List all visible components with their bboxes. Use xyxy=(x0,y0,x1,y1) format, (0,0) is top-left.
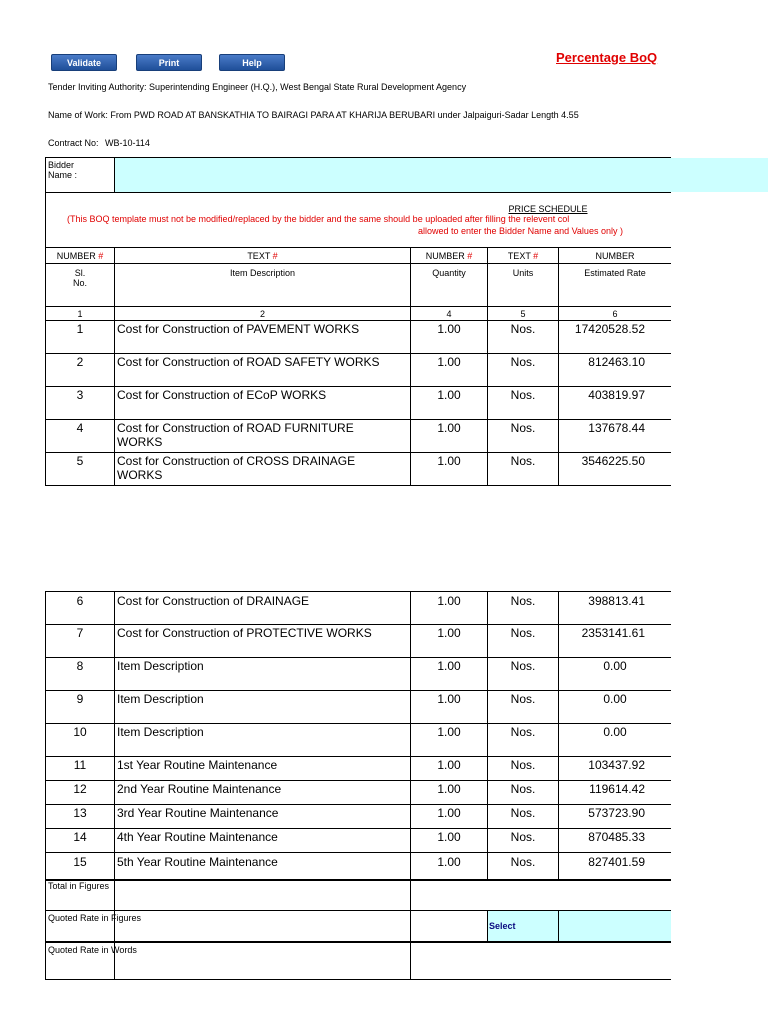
row-rate: 573723.90 xyxy=(588,806,645,820)
colnum-2: 2 xyxy=(259,309,265,319)
type-col-text-units: TEXT # xyxy=(507,251,539,261)
row-quantity: 1.00 xyxy=(437,594,461,608)
bidder-name-input[interactable] xyxy=(115,158,768,192)
header-estimated-rate: Estimated Rate xyxy=(584,268,646,278)
contract-label: Contract No: xyxy=(48,138,99,148)
row-rate: 3546225.50 xyxy=(581,454,645,468)
row-units: Nos. xyxy=(510,355,536,369)
quoted-rate-words-label: Quoted Rate in Words xyxy=(48,945,137,955)
type-col-number-rate: NUMBER xyxy=(595,251,635,261)
row-description: 2nd Year Routine Maintenance xyxy=(117,782,282,796)
row-sl: 13 xyxy=(73,806,87,820)
validate-button[interactable]: Validate xyxy=(51,54,117,71)
row-units: Nos. xyxy=(510,322,536,336)
row-units: Nos. xyxy=(510,725,536,739)
header-units: Units xyxy=(512,268,534,278)
row-sl: 1 xyxy=(76,322,84,336)
row-description: 5th Year Routine Maintenance xyxy=(117,855,278,869)
row-description: 1st Year Routine Maintenance xyxy=(117,758,278,772)
row-units: Nos. xyxy=(510,388,536,402)
row-sl: 14 xyxy=(73,830,87,844)
header-item-description: Item Description xyxy=(229,268,296,278)
row-description: Item Description xyxy=(117,692,204,706)
header-quantity: Quantity xyxy=(432,268,466,278)
row-units: Nos. xyxy=(510,454,536,468)
colnum-4: 4 xyxy=(446,309,452,319)
row-rate: 870485.33 xyxy=(588,830,645,844)
row-rate: 17420528.52 xyxy=(574,322,645,336)
row-units: Nos. xyxy=(510,594,536,608)
row-description: Cost for Construction of PAVEMENT WORKS xyxy=(117,322,360,336)
row-quantity: 1.00 xyxy=(437,421,461,435)
price-schedule-heading: PRICE SCHEDULE xyxy=(508,204,588,214)
row-description: Cost for Construction of CROSS DRAINAGE WORKS xyxy=(117,454,356,482)
quoted-rate-figures-label: Quoted Rate in Figures xyxy=(48,913,142,923)
row-description: 3rd Year Routine Maintenance xyxy=(117,806,279,820)
schedule-note-line2: allowed to enter the Bidder Name and Values only ) xyxy=(418,226,623,236)
row-quantity: 1.00 xyxy=(437,782,461,796)
colnum-5: 5 xyxy=(520,309,526,319)
row-description: Cost for Construction of ROAD FURNITURE WORKS xyxy=(117,421,354,449)
row-units: Nos. xyxy=(510,626,536,640)
colnum-6: 6 xyxy=(612,309,618,319)
bidder-label: Bidder Name : xyxy=(48,160,78,180)
row-rate: 0.00 xyxy=(603,659,627,673)
row-sl: 2 xyxy=(76,355,84,369)
row-quantity: 1.00 xyxy=(437,626,461,640)
row-rate: 2353141.61 xyxy=(581,626,645,640)
row-rate: 137678.44 xyxy=(588,421,645,435)
schedule-note-line1: (This BOQ template must not be modified/replaced by the bidder and the same should be uploaded after filling the relevent col xyxy=(67,214,570,224)
row-units: Nos. xyxy=(510,855,536,869)
row-quantity: 1.00 xyxy=(437,659,461,673)
row-units: Nos. xyxy=(510,758,536,772)
row-sl: 7 xyxy=(76,626,84,640)
row-rate: 398813.41 xyxy=(588,594,645,608)
row-sl: 9 xyxy=(76,692,84,706)
row-sl: 12 xyxy=(73,782,87,796)
row-units: Nos. xyxy=(510,806,536,820)
row-units: Nos. xyxy=(510,830,536,844)
row-quantity: 1.00 xyxy=(437,725,461,739)
row-rate: 119614.42 xyxy=(589,782,645,796)
row-sl: 10 xyxy=(73,725,87,739)
row-units: Nos. xyxy=(510,692,536,706)
row-rate: 812463.10 xyxy=(588,355,645,369)
row-quantity: 1.00 xyxy=(437,388,461,402)
row-quantity: 1.00 xyxy=(437,355,461,369)
row-description: Cost for Construction of ROAD SAFETY WORKS xyxy=(117,355,380,369)
row-description: Cost for Construction of ECoP WORKS xyxy=(117,388,327,402)
row-quantity: 1.00 xyxy=(437,758,461,772)
row-sl: 8 xyxy=(76,659,84,673)
row-description: Cost for Construction of DRAINAGE xyxy=(117,594,310,608)
select-label[interactable]: Select xyxy=(489,921,516,931)
row-quantity: 1.00 xyxy=(437,692,461,706)
row-rate: 403819.97 xyxy=(588,388,645,402)
row-quantity: 1.00 xyxy=(437,830,461,844)
row-description: Item Description xyxy=(117,725,204,739)
work-name: Name of Work: From PWD ROAD AT BANSKATHIA TO BAIRAGI PARA AT KHARIJA BERUBARI under Jalpaiguri-Sadar Length 4.55 xyxy=(48,110,579,120)
row-quantity: 1.00 xyxy=(437,454,461,468)
quoted-rate-input[interactable] xyxy=(559,911,671,941)
contract-value: WB-10-114 xyxy=(105,138,150,148)
row-sl: 11 xyxy=(73,758,87,772)
row-rate: 103437.92 xyxy=(588,758,645,772)
row-sl: 3 xyxy=(76,388,84,402)
row-rate: 827401.59 xyxy=(588,855,645,869)
row-rate: 0.00 xyxy=(603,692,627,706)
type-col-number-qty: NUMBER # xyxy=(425,251,473,261)
row-description: Cost for Construction of PROTECTIVE WORKS xyxy=(117,626,372,640)
row-rate: 0.00 xyxy=(603,725,627,739)
total-in-figures-label: Total in Figures xyxy=(48,881,110,891)
page-title: Percentage BoQ xyxy=(556,50,658,65)
row-sl: 4 xyxy=(76,421,84,435)
row-units: Nos. xyxy=(510,782,536,796)
type-col-text: TEXT # xyxy=(247,251,278,261)
row-units: Nos. xyxy=(510,659,536,673)
row-quantity: 1.00 xyxy=(437,855,461,869)
tender-authority: Tender Inviting Authority: Superintending Engineer (H.Q.), West Bengal State Rural Development Agency xyxy=(48,82,467,92)
row-units: Nos. xyxy=(510,421,536,435)
header-sl-no: Sl. No. xyxy=(72,268,87,288)
print-button[interactable]: Print xyxy=(136,54,202,71)
row-sl: 6 xyxy=(76,594,84,608)
type-col-number: NUMBER # xyxy=(56,251,104,261)
row-quantity: 1.00 xyxy=(437,322,461,336)
row-sl: 15 xyxy=(73,855,87,869)
row-quantity: 1.00 xyxy=(437,806,461,820)
row-description: Item Description xyxy=(117,659,204,673)
help-button[interactable]: Help xyxy=(219,54,285,71)
contract-number xyxy=(48,138,150,148)
row-description: 4th Year Routine Maintenance xyxy=(117,830,278,844)
colnum-1: 1 xyxy=(77,309,83,319)
row-sl: 5 xyxy=(76,454,84,468)
